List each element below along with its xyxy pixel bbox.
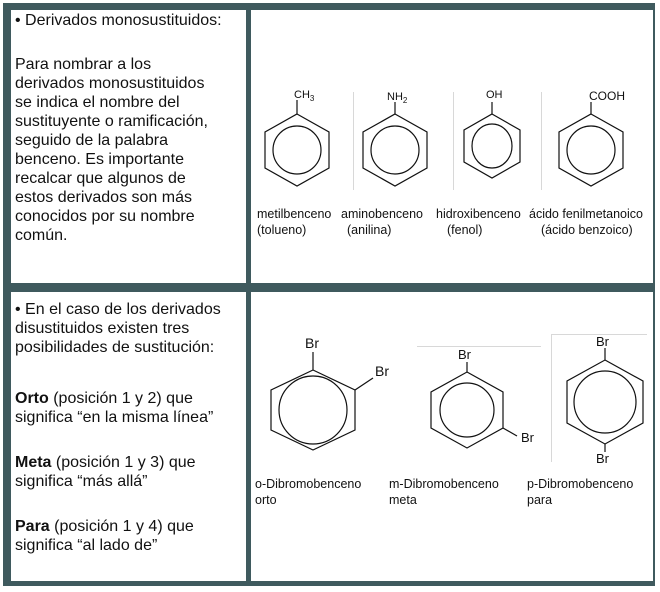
aniline-structure bbox=[355, 88, 435, 186]
para-dibromobenzene-structure bbox=[555, 336, 655, 464]
intro-line: disustituidos existen tres bbox=[15, 320, 190, 337]
meta-meaning: significa “más allá” bbox=[15, 473, 148, 490]
orto-meaning: significa “en la misma línea” bbox=[15, 409, 214, 426]
disubstituted-structures-cell bbox=[251, 292, 653, 581]
table-frame bbox=[3, 3, 655, 586]
orto-definition bbox=[15, 389, 193, 408]
substitution-type: orto bbox=[255, 493, 277, 507]
paragraph-line: estos derivados son más bbox=[15, 189, 192, 206]
molecule-common-name: (fenol) bbox=[447, 223, 483, 237]
orto-line1: (posición 1 y 2) que bbox=[48, 390, 193, 407]
meta-line1: (posición 1 y 3) que bbox=[51, 454, 196, 471]
svg-text:Br: Br bbox=[596, 334, 609, 349]
column-divider bbox=[541, 92, 542, 190]
monosubstituted-structures-cell bbox=[251, 10, 653, 283]
meta-term: Meta bbox=[15, 454, 52, 471]
svg-text:NH2: $NH_2$ bbox=[387, 91, 408, 105]
substitution-type: para bbox=[527, 493, 553, 507]
molecule-common-name: (anilina) bbox=[347, 223, 392, 237]
molecule-common-name: (tolueno) bbox=[257, 223, 307, 237]
phenol-structure bbox=[457, 88, 527, 186]
paragraph-line: conocidos por su nombre bbox=[15, 208, 195, 225]
intro-line: posibilidades de sustitución: bbox=[15, 339, 215, 356]
disubstituted-text-cell bbox=[11, 292, 246, 581]
substitution-type: meta bbox=[389, 493, 417, 507]
svg-text:Br: Br bbox=[458, 347, 471, 362]
molecule-name: p-Dibromobenceno bbox=[527, 477, 634, 491]
benzoic-acid-structure bbox=[551, 88, 641, 186]
svg-text:Br: Br bbox=[305, 335, 319, 351]
svg-text:Br: Br bbox=[521, 430, 534, 445]
molecule-common-name: (ácido benzoico) bbox=[541, 223, 633, 237]
molecule-name: metilbenceno bbox=[257, 207, 332, 221]
column-divider bbox=[453, 92, 454, 190]
ortho-dibromobenzene-structure bbox=[255, 332, 405, 452]
para-line1: (posición 1 y 4) que bbox=[49, 518, 194, 535]
molecule-name: o-Dibromobenceno bbox=[255, 477, 362, 491]
para-definition bbox=[15, 517, 194, 536]
paragraph-line: sustituyente o ramificación, bbox=[15, 113, 208, 130]
para-meaning: significa “al lado de” bbox=[15, 537, 158, 554]
svg-text:Br: Br bbox=[596, 451, 609, 466]
svg-text:CH3: $CH_3$ bbox=[294, 89, 315, 103]
svg-text:COOH: COOH bbox=[589, 89, 625, 103]
molecule-name: hidroxibenceno bbox=[436, 207, 521, 221]
molecule-name: aminobenceno bbox=[341, 207, 424, 221]
paragraph-line: benceno. Es importante bbox=[15, 151, 184, 168]
svg-text:Br: Br bbox=[375, 363, 389, 379]
molecule-name: ácido fenilmetanoico bbox=[529, 207, 643, 221]
paragraph-line: se indica el nombre del bbox=[15, 94, 180, 111]
paragraph-line: común. bbox=[15, 227, 68, 244]
section-heading: • Derivados monosustituidos: bbox=[15, 12, 222, 29]
meta-definition bbox=[15, 453, 196, 472]
orto-term: Orto bbox=[15, 390, 49, 407]
svg-text:OH: OH bbox=[486, 89, 503, 101]
paragraph-line: seguido de la palabra bbox=[15, 132, 169, 149]
meta-dibromobenzene-structure bbox=[417, 346, 547, 450]
paragraph-line: recalcar que algunos de bbox=[15, 170, 186, 187]
image-border bbox=[551, 334, 552, 462]
toluene-structure bbox=[257, 88, 337, 186]
column-divider bbox=[353, 92, 354, 190]
monosubstituted-text-cell bbox=[11, 10, 246, 283]
para-term: Para bbox=[15, 518, 50, 535]
molecule-name: m-Dibromobenceno bbox=[389, 477, 499, 491]
paragraph-line: Para nombrar a los bbox=[15, 56, 152, 73]
paragraph-line: derivados monosustituidos bbox=[15, 75, 205, 92]
intro-line: • En el caso de los derivados bbox=[15, 301, 221, 318]
